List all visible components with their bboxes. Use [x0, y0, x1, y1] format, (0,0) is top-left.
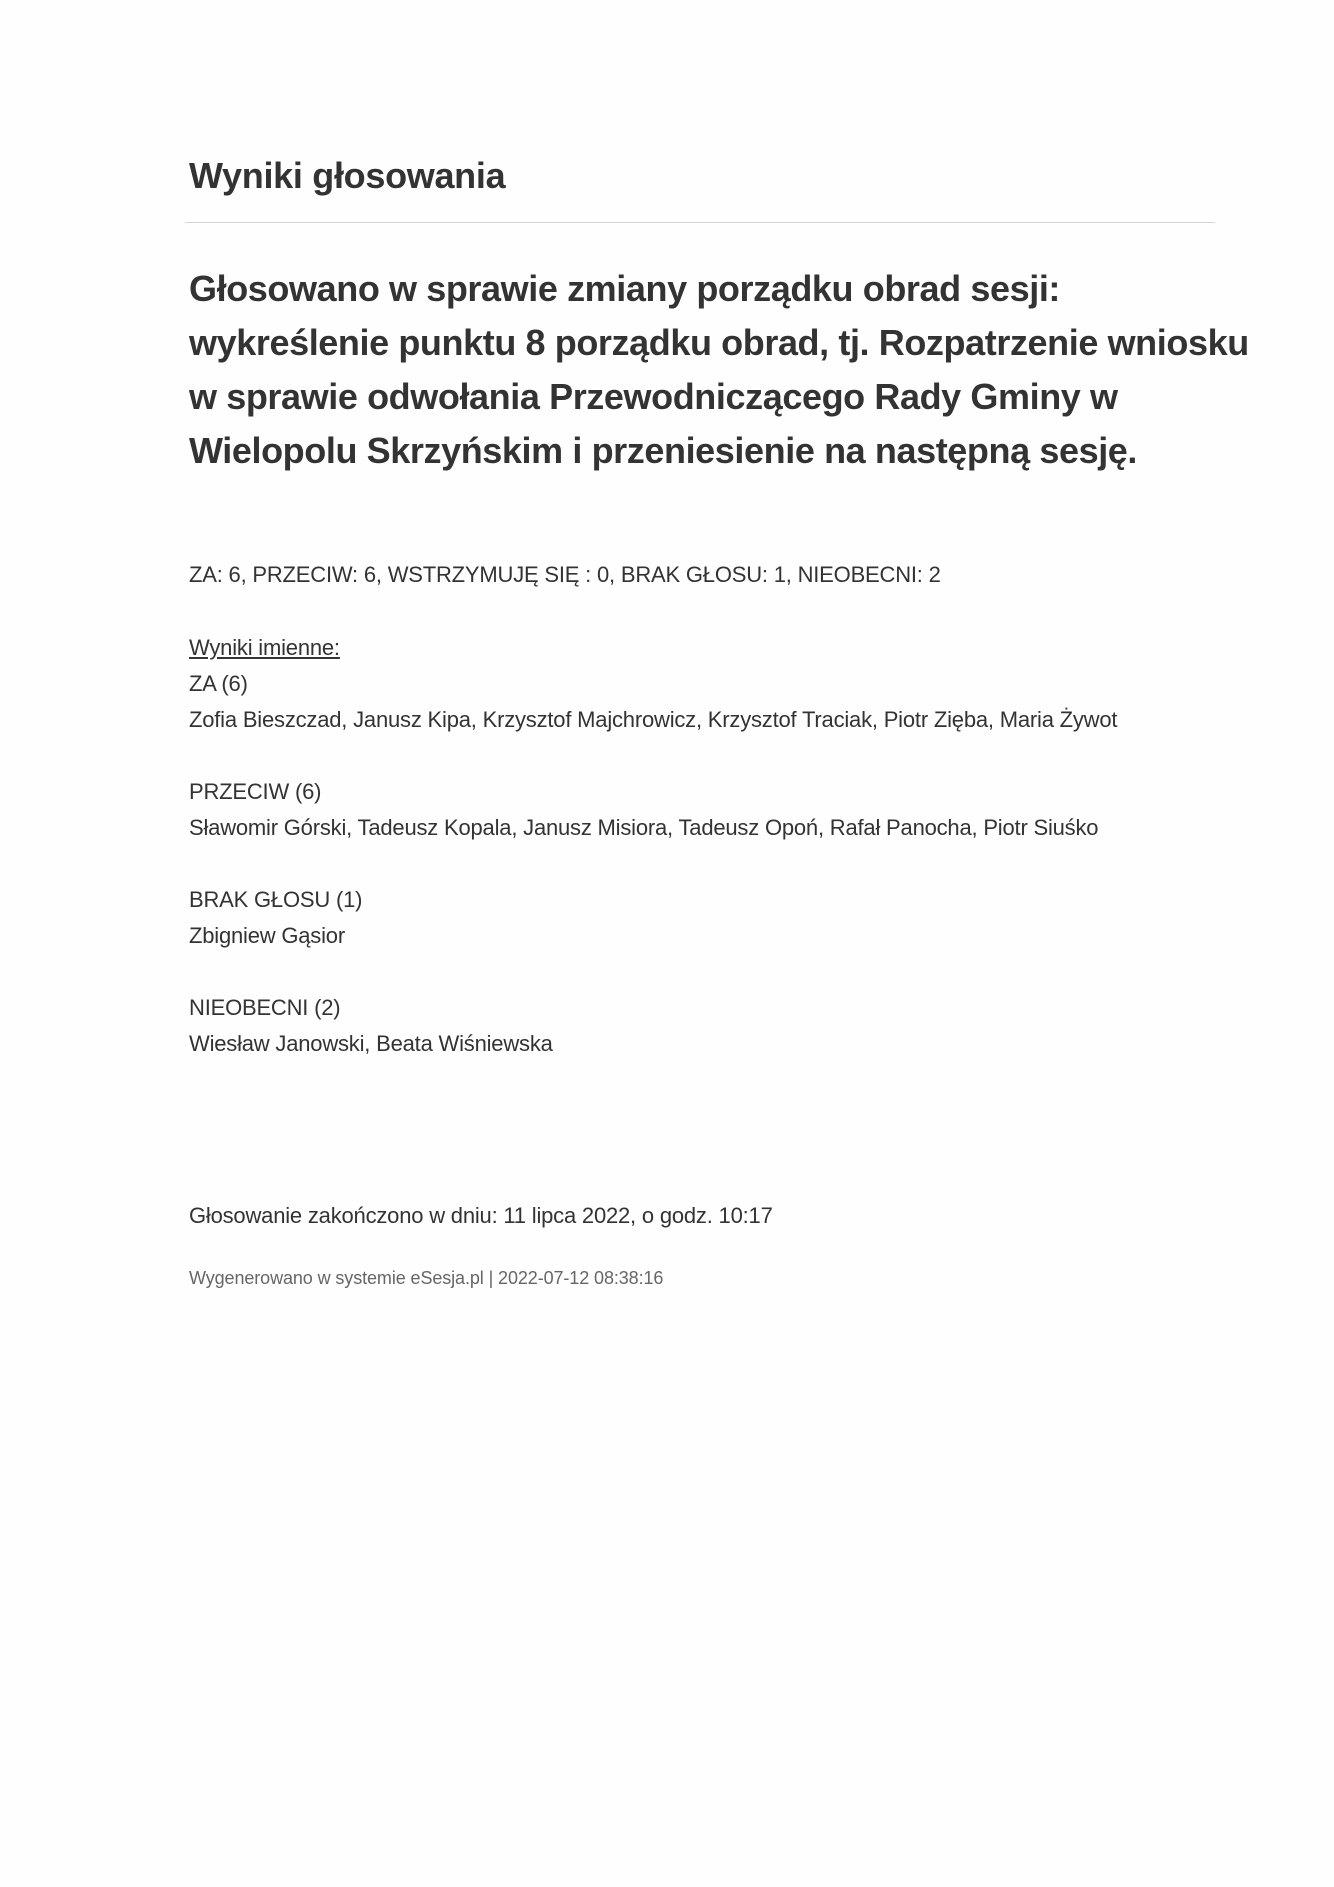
- named-results: [189, 630, 1219, 1098]
- vote-group-nieobecni: [189, 990, 1219, 1062]
- vote-ended-timestamp: Głosowanie zakończono w dniu: 11 lipca 2022, o godz. 10:17: [189, 1203, 773, 1228]
- page-title: Wyniki głosowania: [189, 155, 506, 196]
- title-divider: [185, 222, 1215, 223]
- group-names: Zofia Bieszczad, Janusz Kipa, Krzysztof Majchrowicz, Krzysztof Traciak, Piotr Zięba, Maria Żywot: [189, 707, 1118, 732]
- group-label: NIEOBECNI (2): [189, 995, 341, 1020]
- group-names: Wiesław Janowski, Beata Wiśniewska: [189, 1031, 553, 1056]
- vote-group-przeciw: [189, 774, 1219, 846]
- generated-footer: Wygenerowano w systemie eSesja.pl | 2022-07-12 08:38:16: [189, 1268, 664, 1288]
- vote-summary: ZA: 6, PRZECIW: 6, WSTRZYMUJĘ SIĘ : 0, BRAK GŁOSU: 1, NIEOBECNI: 2: [189, 562, 941, 587]
- group-label: BRAK GŁOSU (1): [189, 887, 363, 912]
- vote-subject-heading: Głosowano w sprawie zmiany porządku obrad sesji: wykreślenie punktu 8 porządku obrad, tj. Rozpatrzenie wniosku w sprawie odwołania Przewodniczącego Rady Gminy w Wielopolu Skrzyńskim i przeniesienie na następną sesję.: [189, 268, 1249, 471]
- group-names: Zbigniew Gąsior: [189, 923, 345, 948]
- vote-group-brak-glosu: [189, 882, 1219, 954]
- group-names: Sławomir Górski, Tadeusz Kopala, Janusz Misiora, Tadeusz Opoń, Rafał Panocha, Piotr Siuśko: [189, 815, 1099, 840]
- named-results-title: Wyniki imienne:: [189, 635, 340, 660]
- group-label: PRZECIW (6): [189, 779, 322, 804]
- group-label: ZA (6): [189, 671, 248, 696]
- vote-group-za: [189, 666, 1219, 738]
